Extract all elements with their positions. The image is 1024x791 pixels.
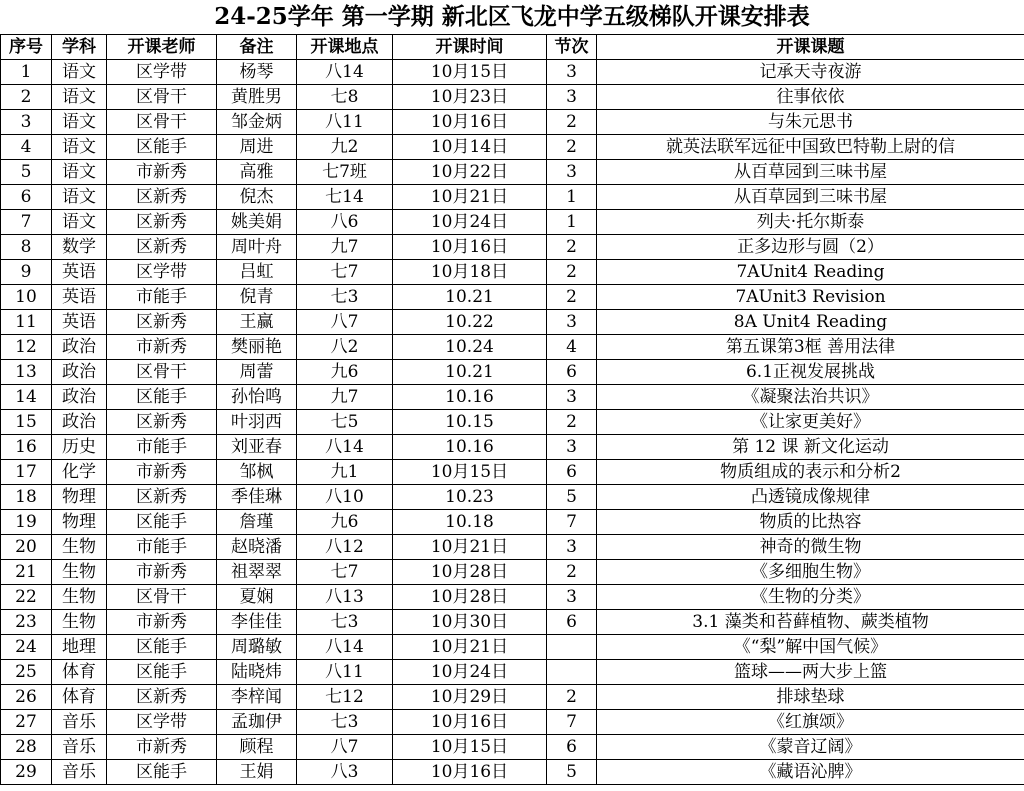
cell-location: 八14 [297,435,393,460]
table-row [1,360,1024,385]
cell-subject: 体育 [52,660,107,685]
cell-period: 2 [547,685,597,710]
table-row [1,385,1024,410]
cell-date: 10.16 [393,435,547,460]
cell-teacher-level: 区骨干 [107,85,217,110]
cell-date: 10.21 [393,360,547,385]
cell-index: 22 [1,585,52,610]
cell-location: 八2 [297,335,393,360]
cell-location: 八12 [297,535,393,560]
cell-period: 3 [547,585,597,610]
cell-index: 12 [1,335,52,360]
cell-subject: 生物 [52,585,107,610]
cell-teacher-name: 倪杰 [217,185,297,210]
cell-subject: 体育 [52,685,107,710]
cell-period: 1 [547,210,597,235]
cell-topic: 从百草园到三味书屋 [597,160,1024,185]
header-subject: 学科 [52,35,107,60]
cell-location: 七3 [297,710,393,735]
cell-topic: 《生物的分类》 [597,585,1024,610]
cell-teacher-level: 区新秀 [107,310,217,335]
cell-teacher-name: 王赢 [217,310,297,335]
cell-period: 2 [547,285,597,310]
cell-index: 10 [1,285,52,310]
cell-subject: 语文 [52,60,107,85]
cell-period: 3 [547,385,597,410]
cell-teacher-name: 孟珈伊 [217,710,297,735]
cell-period: 5 [547,485,597,510]
header-date: 开课时间 [393,35,547,60]
cell-topic: 《多细胞生物》 [597,560,1024,585]
table-row [1,560,1024,585]
cell-topic: 排球垫球 [597,685,1024,710]
cell-index: 19 [1,510,52,535]
cell-date: 10月28日 [393,560,547,585]
cell-teacher-name: 黄胜男 [217,85,297,110]
cell-date: 10月15日 [393,735,547,760]
table-row [1,135,1024,160]
cell-index: 4 [1,135,52,160]
cell-teacher-name: 姚美娟 [217,210,297,235]
cell-period: 2 [547,135,597,160]
cell-period: 6 [547,360,597,385]
cell-period: 6 [547,460,597,485]
cell-location: 八6 [297,210,393,235]
cell-location: 八11 [297,110,393,135]
cell-subject: 地理 [52,635,107,660]
table-row [1,410,1024,435]
cell-location: 七7班 [297,160,393,185]
cell-period: 3 [547,60,597,85]
cell-period: 6 [547,735,597,760]
cell-teacher-name: 周叶舟 [217,235,297,260]
cell-date: 10月30日 [393,610,547,635]
cell-index: 18 [1,485,52,510]
cell-location: 八3 [297,760,393,785]
cell-period: 3 [547,535,597,560]
table-row [1,310,1024,335]
table-row [1,110,1024,135]
cell-subject: 英语 [52,310,107,335]
cell-teacher-level: 市新秀 [107,610,217,635]
cell-subject: 语文 [52,110,107,135]
cell-teacher-level: 区学带 [107,710,217,735]
cell-teacher-name: 高雅 [217,160,297,185]
cell-index: 29 [1,760,52,785]
header-topic: 开课课题 [597,35,1024,60]
cell-topic: 正多边形与圆（2） [597,235,1024,260]
header-teacher-level: 开课老师 [107,35,217,60]
cell-subject: 化学 [52,460,107,485]
cell-subject: 英语 [52,285,107,310]
cell-date: 10月21日 [393,635,547,660]
cell-period: 3 [547,85,597,110]
cell-teacher-level: 区新秀 [107,685,217,710]
cell-teacher-level: 市新秀 [107,735,217,760]
cell-date: 10月22日 [393,160,547,185]
cell-index: 26 [1,685,52,710]
cell-teacher-level: 市新秀 [107,460,217,485]
cell-teacher-level: 区能手 [107,760,217,785]
cell-teacher-level: 市新秀 [107,160,217,185]
cell-subject: 语文 [52,85,107,110]
cell-teacher-level: 市能手 [107,535,217,560]
cell-location: 八10 [297,485,393,510]
cell-date: 10月16日 [393,110,547,135]
cell-date: 10月29日 [393,685,547,710]
header-row [1,35,1024,60]
cell-teacher-level: 区学带 [107,260,217,285]
cell-index: 21 [1,560,52,585]
cell-topic: 物质的比热容 [597,510,1024,535]
cell-period: 2 [547,560,597,585]
cell-location: 八7 [297,735,393,760]
cell-period: 2 [547,260,597,285]
cell-topic: 物质组成的表示和分析2 [597,460,1024,485]
cell-teacher-name: 周进 [217,135,297,160]
cell-date: 10.24 [393,335,547,360]
cell-index: 17 [1,460,52,485]
cell-topic: 与朱元思书 [597,110,1024,135]
cell-teacher-name: 詹瑾 [217,510,297,535]
cell-location: 九2 [297,135,393,160]
cell-subject: 音乐 [52,735,107,760]
cell-index: 13 [1,360,52,385]
cell-teacher-name: 刘亚春 [217,435,297,460]
cell-period: 3 [547,310,597,335]
cell-date: 10.16 [393,385,547,410]
cell-subject: 政治 [52,410,107,435]
cell-teacher-name: 李梓闻 [217,685,297,710]
cell-index: 14 [1,385,52,410]
cell-location: 七14 [297,185,393,210]
cell-subject: 音乐 [52,710,107,735]
table-row [1,185,1024,210]
cell-topic: 第 12 课 新文化运动 [597,435,1024,460]
header-index: 序号 [1,35,52,60]
cell-teacher-level: 区新秀 [107,235,217,260]
cell-teacher-level: 区能手 [107,385,217,410]
cell-teacher-level: 区能手 [107,660,217,685]
cell-date: 10月24日 [393,210,547,235]
cell-teacher-name: 周璐敏 [217,635,297,660]
cell-date: 10月16日 [393,710,547,735]
cell-topic: 《让家更美好》 [597,410,1024,435]
table-row [1,760,1024,785]
cell-location: 八13 [297,585,393,610]
cell-teacher-name: 杨琴 [217,60,297,85]
cell-teacher-name: 赵晓潘 [217,535,297,560]
cell-date: 10月15日 [393,460,547,485]
cell-teacher-level: 区骨干 [107,585,217,610]
cell-topic: 列夫·托尔斯泰 [597,210,1024,235]
cell-topic: 往事依依 [597,85,1024,110]
cell-date: 10月24日 [393,660,547,685]
cell-topic: 《红旗颂》 [597,710,1024,735]
cell-index: 9 [1,260,52,285]
table-row [1,485,1024,510]
cell-location: 九1 [297,460,393,485]
cell-topic: 《“梨”解中国气候》 [597,635,1024,660]
cell-location: 七3 [297,285,393,310]
cell-date: 10月14日 [393,135,547,160]
cell-location: 八7 [297,310,393,335]
cell-teacher-level: 区新秀 [107,185,217,210]
cell-date: 10月23日 [393,85,547,110]
cell-period [547,635,597,660]
cell-location: 七5 [297,410,393,435]
cell-teacher-name: 顾程 [217,735,297,760]
header-period: 节次 [547,35,597,60]
cell-date: 10.18 [393,510,547,535]
cell-index: 20 [1,535,52,560]
table-row [1,85,1024,110]
cell-teacher-name: 季佳琳 [217,485,297,510]
cell-teacher-name: 邹金炳 [217,110,297,135]
cell-subject: 政治 [52,360,107,385]
cell-index: 25 [1,660,52,685]
cell-topic: 第五课第3框 善用法律 [597,335,1024,360]
cell-index: 1 [1,60,52,85]
cell-index: 27 [1,710,52,735]
cell-location: 九6 [297,510,393,535]
table-row [1,660,1024,685]
table-row [1,285,1024,310]
table-row [1,210,1024,235]
cell-topic: 神奇的微生物 [597,535,1024,560]
cell-teacher-level: 区能手 [107,135,217,160]
cell-teacher-name: 孙怡鸣 [217,385,297,410]
cell-date: 10.15 [393,410,547,435]
cell-location: 八11 [297,660,393,685]
cell-teacher-level: 区新秀 [107,485,217,510]
table-row [1,60,1024,85]
cell-period: 6 [547,610,597,635]
cell-subject: 生物 [52,560,107,585]
cell-teacher-name: 樊丽艳 [217,335,297,360]
cell-subject: 英语 [52,260,107,285]
cell-period: 7 [547,510,597,535]
cell-period: 5 [547,760,597,785]
cell-location: 七8 [297,85,393,110]
cell-date: 10.21 [393,285,547,310]
cell-teacher-name: 吕虹 [217,260,297,285]
cell-subject: 历史 [52,435,107,460]
cell-location: 七7 [297,560,393,585]
table-row [1,635,1024,660]
cell-date: 10月16日 [393,760,547,785]
cell-location: 七12 [297,685,393,710]
table-row [1,585,1024,610]
table-row [1,735,1024,760]
cell-subject: 语文 [52,135,107,160]
cell-date: 10月18日 [393,260,547,285]
cell-subject: 生物 [52,610,107,635]
cell-period: 2 [547,235,597,260]
cell-subject: 物理 [52,510,107,535]
header-location: 开课地点 [297,35,393,60]
cell-date: 10月16日 [393,235,547,260]
cell-topic: 8A Unit4 Reading [597,310,1024,335]
table-row [1,260,1024,285]
cell-period: 3 [547,435,597,460]
cell-teacher-level: 区能手 [107,635,217,660]
cell-index: 8 [1,235,52,260]
cell-subject: 语文 [52,210,107,235]
cell-location: 九7 [297,235,393,260]
table-row [1,235,1024,260]
cell-subject: 音乐 [52,760,107,785]
cell-period: 2 [547,410,597,435]
table-row [1,335,1024,360]
cell-period: 1 [547,185,597,210]
cell-index: 3 [1,110,52,135]
cell-period: 2 [547,110,597,135]
cell-teacher-name: 叶羽西 [217,410,297,435]
cell-subject: 语文 [52,160,107,185]
cell-location: 八14 [297,635,393,660]
cell-teacher-level: 区骨干 [107,360,217,385]
cell-period [547,660,597,685]
cell-teacher-name: 周蕾 [217,360,297,385]
cell-index: 6 [1,185,52,210]
cell-topic: 6.1正视发展挑战 [597,360,1024,385]
cell-teacher-name: 陆晓炜 [217,660,297,685]
cell-topic: 从百草园到三味书屋 [597,185,1024,210]
cell-subject: 数学 [52,235,107,260]
cell-teacher-name: 祖翠翠 [217,560,297,585]
cell-teacher-name: 王娟 [217,760,297,785]
table-row [1,610,1024,635]
cell-teacher-name: 邹枫 [217,460,297,485]
table-row [1,685,1024,710]
cell-teacher-level: 区新秀 [107,410,217,435]
cell-index: 11 [1,310,52,335]
cell-location: 八14 [297,60,393,85]
cell-index: 15 [1,410,52,435]
cell-index: 24 [1,635,52,660]
cell-index: 28 [1,735,52,760]
cell-teacher-level: 区骨干 [107,110,217,135]
cell-topic: 7AUnit4 Reading [597,260,1024,285]
cell-period: 3 [547,160,597,185]
cell-topic: 3.1 藻类和苔藓植物、蕨类植物 [597,610,1024,635]
cell-index: 16 [1,435,52,460]
cell-index: 23 [1,610,52,635]
cell-topic: 《藏语沁脾》 [597,760,1024,785]
table-row [1,510,1024,535]
cell-date: 10.22 [393,310,547,335]
cell-period: 7 [547,710,597,735]
cell-teacher-level: 区能手 [107,510,217,535]
cell-location: 九7 [297,385,393,410]
table-row [1,535,1024,560]
table-row [1,160,1024,185]
cell-topic: 记承天寺夜游 [597,60,1024,85]
cell-date: 10月28日 [393,585,547,610]
cell-teacher-level: 市能手 [107,435,217,460]
cell-index: 7 [1,210,52,235]
cell-teacher-level: 市新秀 [107,335,217,360]
cell-teacher-level: 市能手 [107,285,217,310]
cell-teacher-level: 区学带 [107,60,217,85]
cell-topic: 7AUnit3 Revision [597,285,1024,310]
table-row [1,460,1024,485]
cell-location: 九6 [297,360,393,385]
cell-teacher-name: 夏娴 [217,585,297,610]
table-row [1,710,1024,735]
cell-location: 七7 [297,260,393,285]
cell-date: 10月21日 [393,185,547,210]
cell-teacher-name: 李佳佳 [217,610,297,635]
cell-date: 10.23 [393,485,547,510]
cell-teacher-level: 市新秀 [107,560,217,585]
cell-subject: 生物 [52,535,107,560]
cell-index: 5 [1,160,52,185]
cell-teacher-level: 区新秀 [107,210,217,235]
cell-topic: 凸透镜成像规律 [597,485,1024,510]
cell-subject: 语文 [52,185,107,210]
cell-subject: 物理 [52,485,107,510]
cell-date: 10月21日 [393,535,547,560]
cell-topic: 《凝聚法治共识》 [597,385,1024,410]
header-teacher-name: 备注 [217,35,297,60]
schedule-table [0,34,1024,785]
cell-subject: 政治 [52,385,107,410]
table-row [1,435,1024,460]
cell-topic: 《蒙音辽阔》 [597,735,1024,760]
sheet-title: 24-25学年 第一学期 新北区飞龙中学五级梯队开课安排表 [0,0,1024,35]
cell-subject: 政治 [52,335,107,360]
cell-topic: 篮球——两大步上篮 [597,660,1024,685]
cell-teacher-name: 倪青 [217,285,297,310]
cell-period: 4 [547,335,597,360]
cell-index: 2 [1,85,52,110]
cell-date: 10月15日 [393,60,547,85]
cell-location: 七3 [297,610,393,635]
cell-topic: 就英法联军远征中国致巴特勒上尉的信 [597,135,1024,160]
